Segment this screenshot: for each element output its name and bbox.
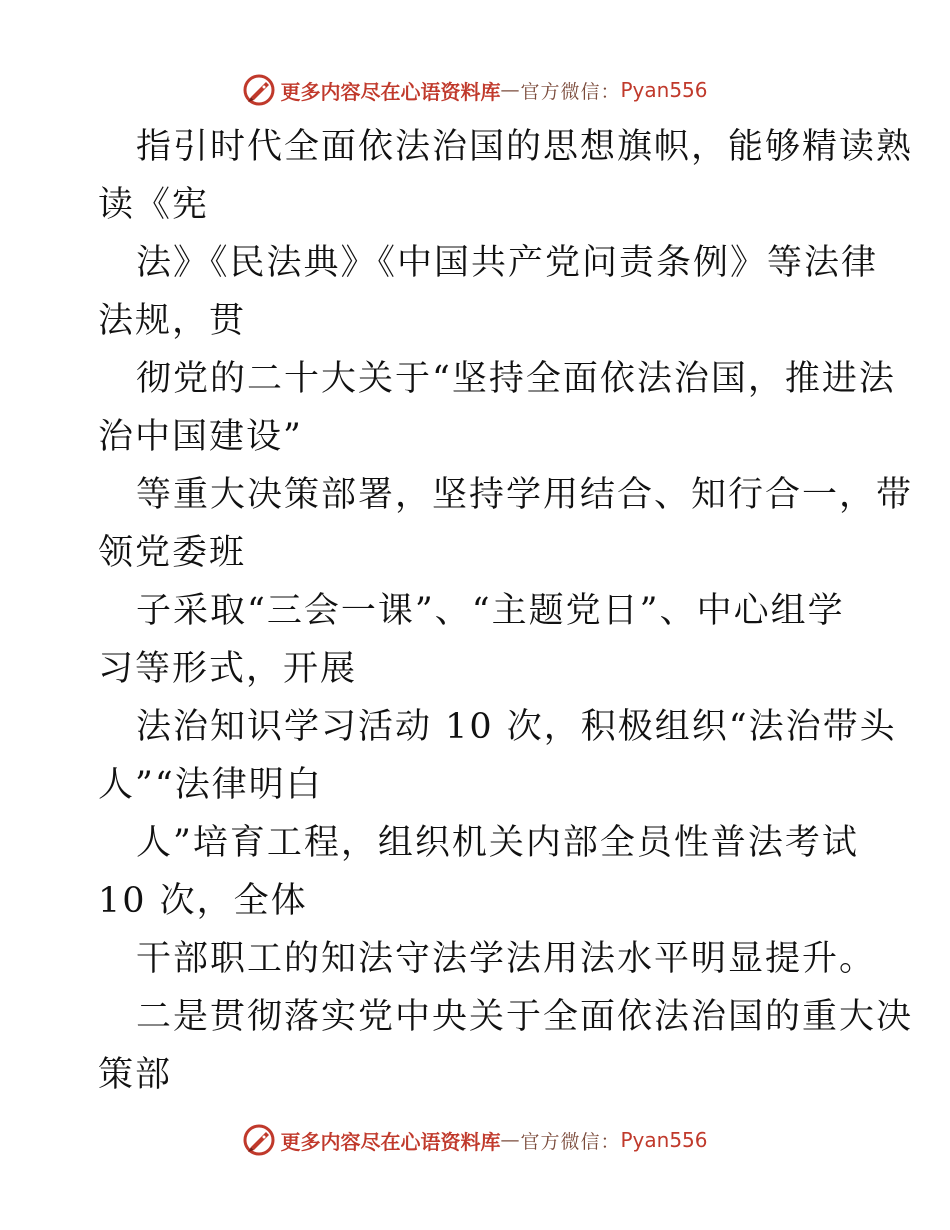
header-brand: 更多内容尽在心语资料库 — [280, 79, 501, 104]
text-line: 指引时代全面依法治国的思想旗帜，能够精读熟 — [136, 127, 914, 167]
text-line: 治中国建设” — [98, 417, 303, 457]
text-line: 10 次，全体 — [98, 881, 308, 921]
header-wechat-id: Pyan556 — [620, 78, 708, 102]
header-wechat-label: 官方微信： — [520, 80, 621, 103]
text-line: 等重大决策部署，坚持学用结合、知行合一，带 — [136, 475, 914, 515]
text-line: 法治知识学习活动 10 次，积极组织“法治带头 — [136, 707, 897, 747]
pen-logo-icon — [242, 73, 276, 107]
footer-dash: — — [500, 1129, 521, 1151]
footer-brand: 更多内容尽在心语资料库 — [280, 1129, 501, 1154]
text-line: 法》《民法典》《中国共产党问责条例》等法律 — [136, 243, 879, 283]
text-line: 干部职工的知法守法学法用法水平明显提升。 — [136, 939, 877, 979]
text-line: 法规，贯 — [98, 301, 247, 341]
text-line: 领党委班 — [98, 533, 247, 573]
text-line: 彻党的二十大关于“坚持全面依法治国，推进法 — [136, 359, 896, 399]
footer-wechat-id: Pyan556 — [620, 1128, 708, 1152]
text-line: 读《宪 — [98, 185, 210, 225]
text-line: 习等形式，开展 — [98, 649, 358, 689]
document-body — [98, 118, 914, 1104]
text-line: 人”培育工程，组织机关内部全员性普法考试 — [136, 823, 859, 863]
header-dash: — — [500, 79, 521, 101]
footer-wechat-label: 官方微信： — [520, 1130, 621, 1153]
text-line: 人”“法律明白 — [98, 765, 323, 805]
pen-logo-icon — [242, 1123, 276, 1157]
footer-banner — [0, 1120, 950, 1160]
text-line: 二是贯彻落实党中央关于全面依法治国的重大决 — [136, 997, 914, 1037]
header-banner — [0, 70, 950, 110]
text-line: 策部 — [98, 1055, 173, 1095]
text-line: 子采取“三会一课”、“主题党日”、中心组学 — [136, 591, 845, 631]
